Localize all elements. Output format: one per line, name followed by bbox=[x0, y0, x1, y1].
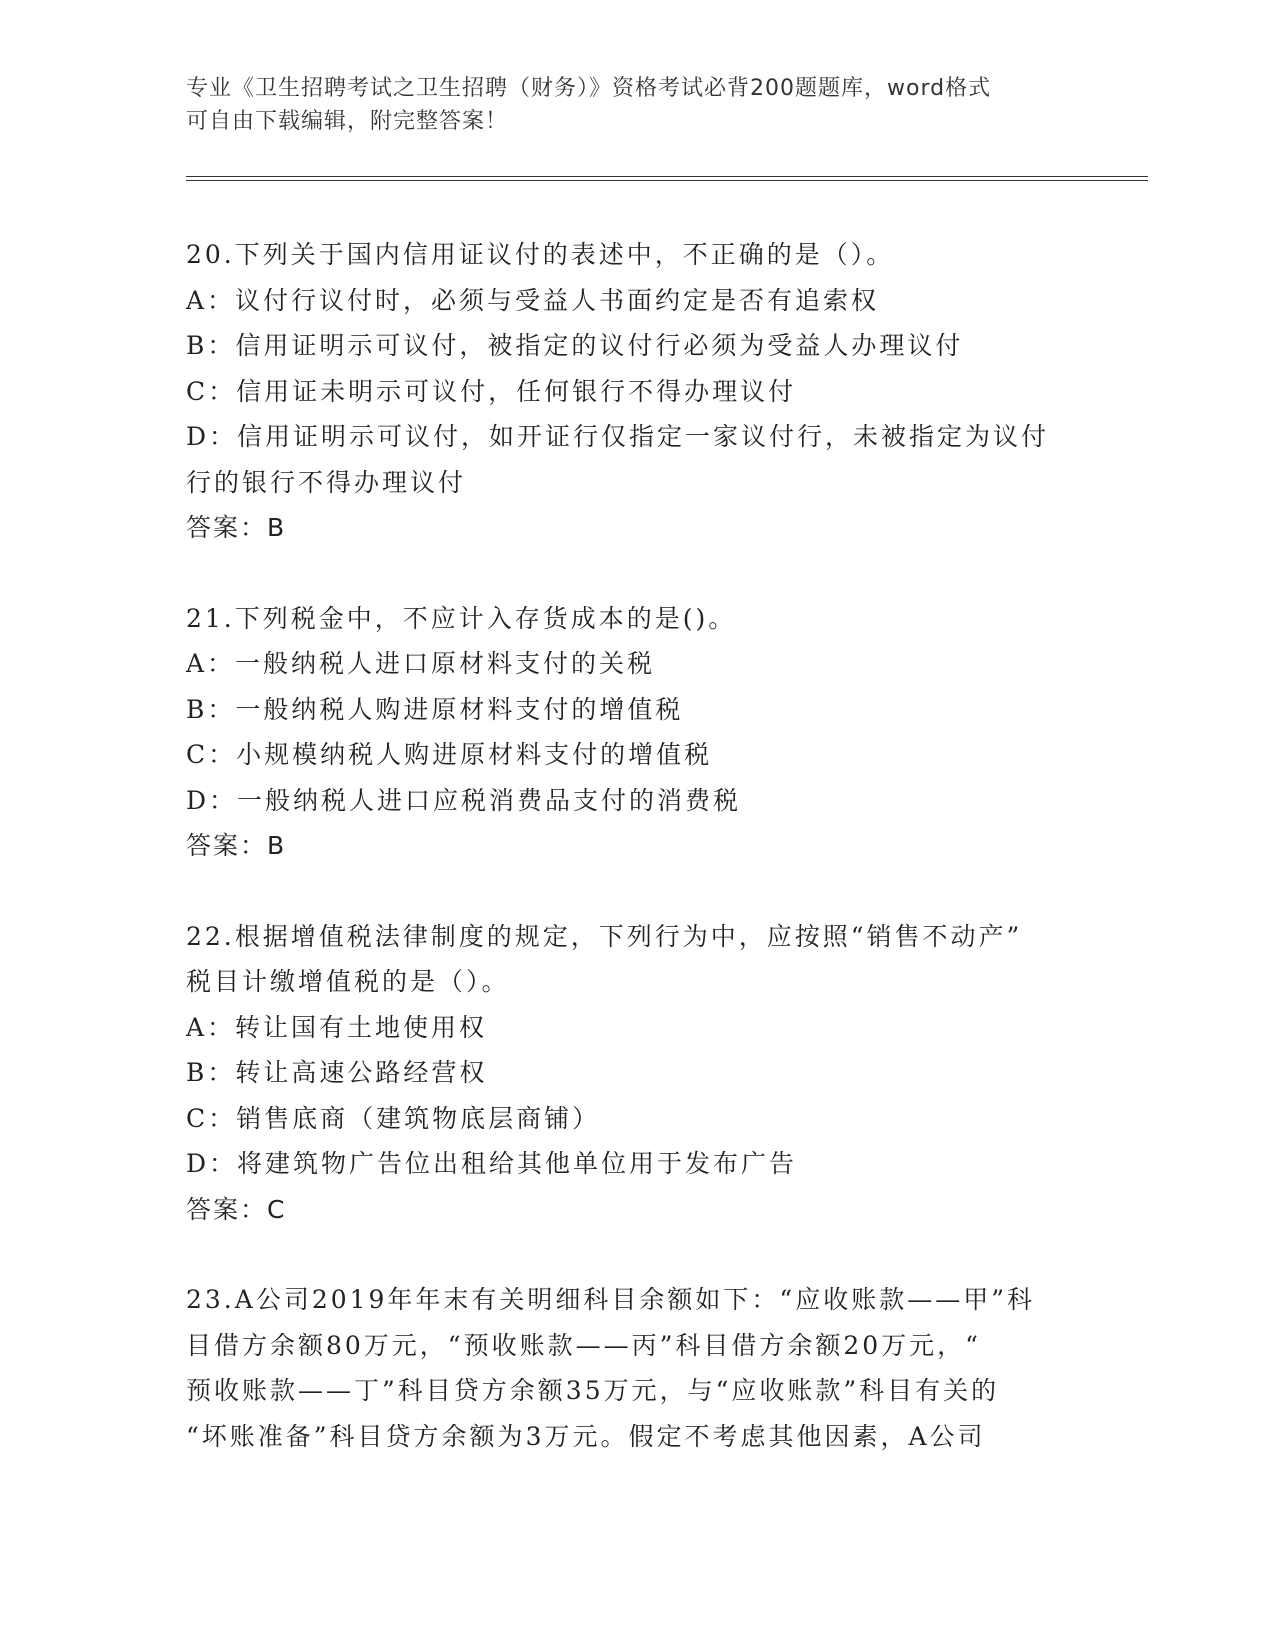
answer: 答案：B bbox=[186, 831, 287, 860]
question-22 bbox=[186, 914, 1086, 1233]
question-stem-line-4: “坏账准备”科目贷方余额为3万元。假定不考虑其他因素，A公司 bbox=[186, 1421, 986, 1451]
option-d-continued: 行的银行不得办理议付 bbox=[186, 467, 467, 497]
question-stem-continued: 税目计缴增值税的是（）。 bbox=[186, 967, 510, 996]
option-b: B：一般纳税人购进原材料支付的增值税 bbox=[186, 694, 684, 724]
answer: 答案：B bbox=[186, 513, 287, 542]
question-stem: 21.下列税金中，不应计入存货成本的是()。 bbox=[186, 603, 737, 633]
option-b: B：信用证明示可议付，被指定的议付行必须为受益人办理议付 bbox=[186, 331, 964, 360]
question-list bbox=[186, 232, 1086, 1504]
header-line-2: 可自由下载编辑，附完整答案！ bbox=[186, 109, 509, 134]
question-stem: 23.A公司2019年年末有关明细科目余额如下：“应收账款——甲”科 bbox=[186, 1285, 1035, 1314]
document-header bbox=[186, 72, 1086, 138]
header-divider bbox=[186, 176, 1148, 181]
option-a: A：议付行议付时，必须与受益人书面约定是否有追索权 bbox=[186, 285, 880, 315]
answer: 答案：C bbox=[186, 1194, 287, 1224]
question-stem: 20.下列关于国内信用证议付的表述中，不正确的是（）。 bbox=[186, 240, 895, 269]
question-23 bbox=[186, 1277, 1086, 1459]
question-stem-line-2: 目借方余额80万元，“预收账款——丙”科目借方余额20万元，“ bbox=[186, 1330, 981, 1360]
header-line-1: 专业《卫生招聘考试之卫生招聘（财务）》资格考试必背200题题库，word格式 bbox=[186, 76, 992, 101]
question-stem-line-3: 预收账款——丁”科目贷方余额35万元，与“应收账款”科目有关的 bbox=[186, 1376, 1000, 1405]
option-a: A：一般纳税人进口原材料支付的关税 bbox=[186, 649, 656, 678]
question-20 bbox=[186, 232, 1086, 551]
option-a: A：转让国有土地使用权 bbox=[186, 1012, 488, 1042]
question-stem: 22.根据增值税法律制度的规定，下列行为中，应按照“销售不动产” bbox=[186, 921, 1023, 951]
option-d: D：信用证明示可议付，如开证行仅指定一家议付行，未被指定为议付 bbox=[186, 422, 1050, 451]
option-b: B：转让高速公路经营权 bbox=[186, 1058, 488, 1087]
question-21 bbox=[186, 596, 1086, 869]
option-c: C：小规模纳税人购进原材料支付的增值税 bbox=[186, 740, 713, 769]
option-c: C：信用证未明示可议付，任何银行不得办理议付 bbox=[186, 376, 797, 406]
option-d: D：一般纳税人进口应税消费品支付的消费税 bbox=[186, 785, 742, 815]
option-c: C：销售底商（建筑物底层商铺） bbox=[186, 1103, 601, 1133]
option-d: D：将建筑物广告位出租给其他单位用于发布广告 bbox=[186, 1149, 798, 1178]
